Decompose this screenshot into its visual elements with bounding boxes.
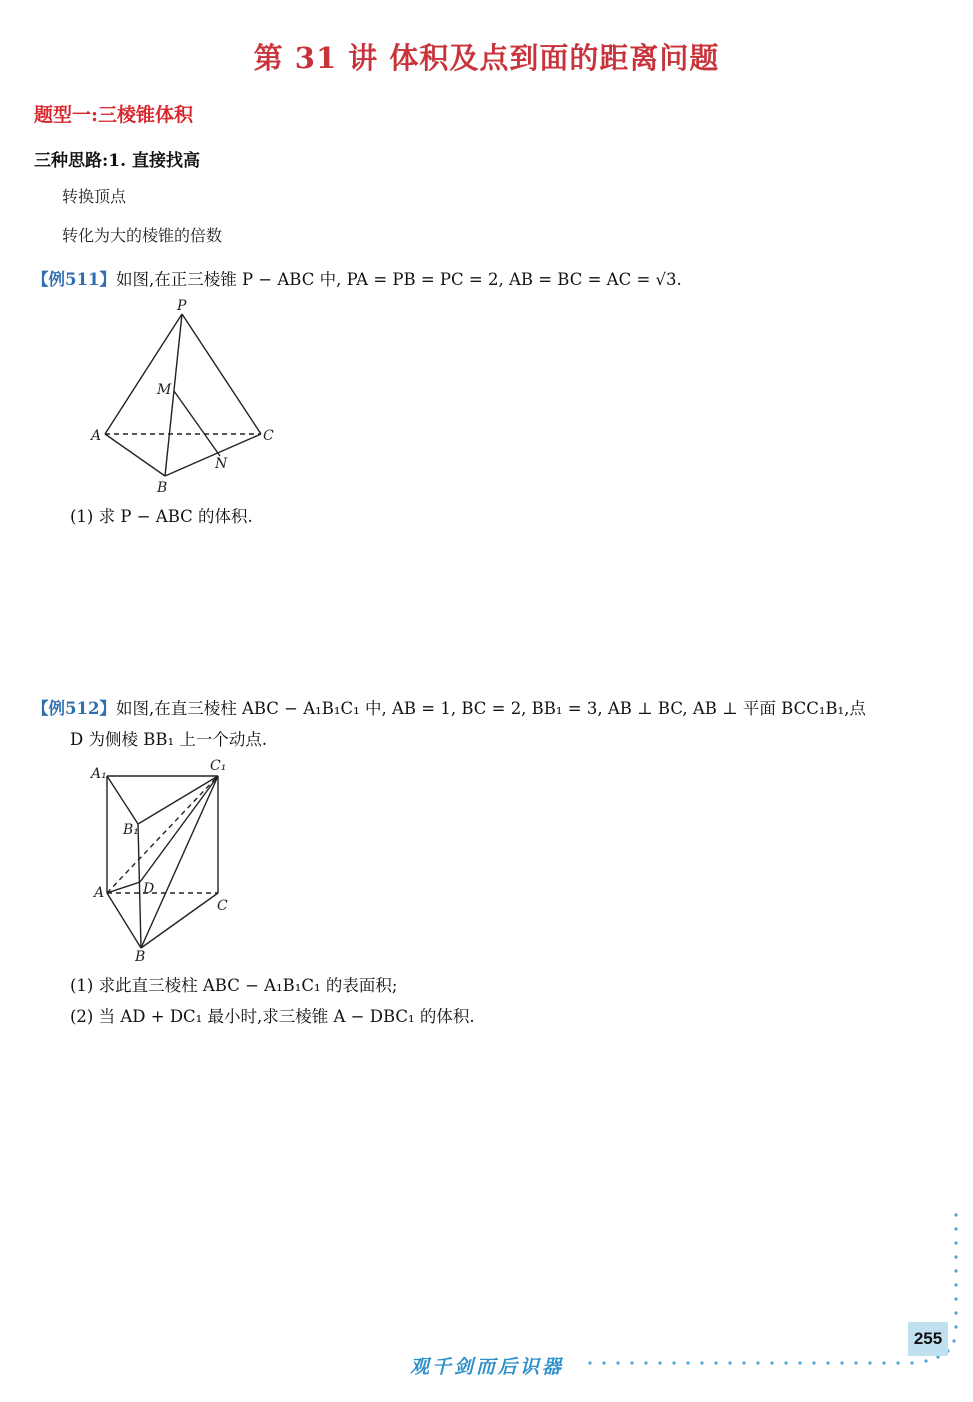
label-m: M — [157, 382, 172, 398]
edge-b1c1 — [138, 776, 218, 824]
segment-mn — [174, 391, 220, 456]
section-heading: 题型一:三棱锥体积 — [34, 104, 194, 126]
page-title: 第 31 讲 体积及点到面的距离问题 — [253, 41, 720, 75]
segment-dc1 — [140, 776, 218, 882]
method-item: 转换顶点 — [62, 187, 127, 206]
edge-pc — [182, 314, 261, 434]
segment-bc1 — [141, 776, 218, 948]
label-c: C — [217, 898, 228, 914]
edge-ab — [105, 434, 165, 476]
label-a: A — [91, 428, 102, 444]
footer-motto: 观千剑而后识器 — [410, 1356, 565, 1378]
prism-figure — [85, 756, 245, 966]
label-d: D — [143, 881, 155, 897]
edge-a1b1 — [107, 776, 138, 824]
edge-ab — [107, 893, 141, 948]
question-512-1: (1) 求此直三棱柱 ABC − A₁B₁C₁ 的表面积; — [70, 976, 398, 995]
example-tag: 【例512】 — [32, 699, 116, 718]
label-n: N — [215, 456, 228, 472]
pyramid-figure — [85, 296, 285, 496]
question-512-2: (2) 当 AD + DC₁ 最小时,求三棱锥 A − DBC₁ 的体积. — [70, 1007, 475, 1026]
label-b: B — [135, 949, 146, 965]
example-text: 如图,在直三棱柱 ABC − A₁B₁C₁ 中, AB = 1, BC = 2, BB₁ = 3, AB ⊥ BC, AB ⊥ 平面 BCC₁B₁,点 — [115, 699, 866, 718]
segment-ad — [107, 882, 140, 893]
edge-bc — [165, 434, 261, 476]
example-512 — [32, 695, 866, 719]
method-item: 转化为大的棱锥的倍数 — [62, 226, 223, 245]
edge-bb1 — [138, 824, 141, 948]
page-number: 255 — [908, 1322, 948, 1356]
edge-pa — [105, 314, 182, 434]
label-b: B — [157, 480, 168, 496]
label-a1: A₁ — [91, 766, 107, 782]
example-512-cont: D 为侧棱 BB₁ 上一个动点. — [70, 730, 268, 749]
label-a: A — [94, 885, 105, 901]
example-text: 如图,在正三棱锥 P − ABC 中, PA = PB = PC = 2, AB = BC = AC = √3. — [115, 270, 682, 289]
label-c1: C₁ — [210, 758, 227, 774]
methods-heading: 三种思路:1. 直接找高 — [34, 151, 200, 171]
question-511-1: (1) 求 P − ABC 的体积. — [70, 507, 253, 526]
example-tag: 【例511】 — [32, 270, 116, 289]
example-511 — [32, 266, 682, 290]
label-c: C — [263, 428, 274, 444]
label-b1: B₁ — [123, 822, 139, 838]
label-p: P — [177, 298, 187, 314]
